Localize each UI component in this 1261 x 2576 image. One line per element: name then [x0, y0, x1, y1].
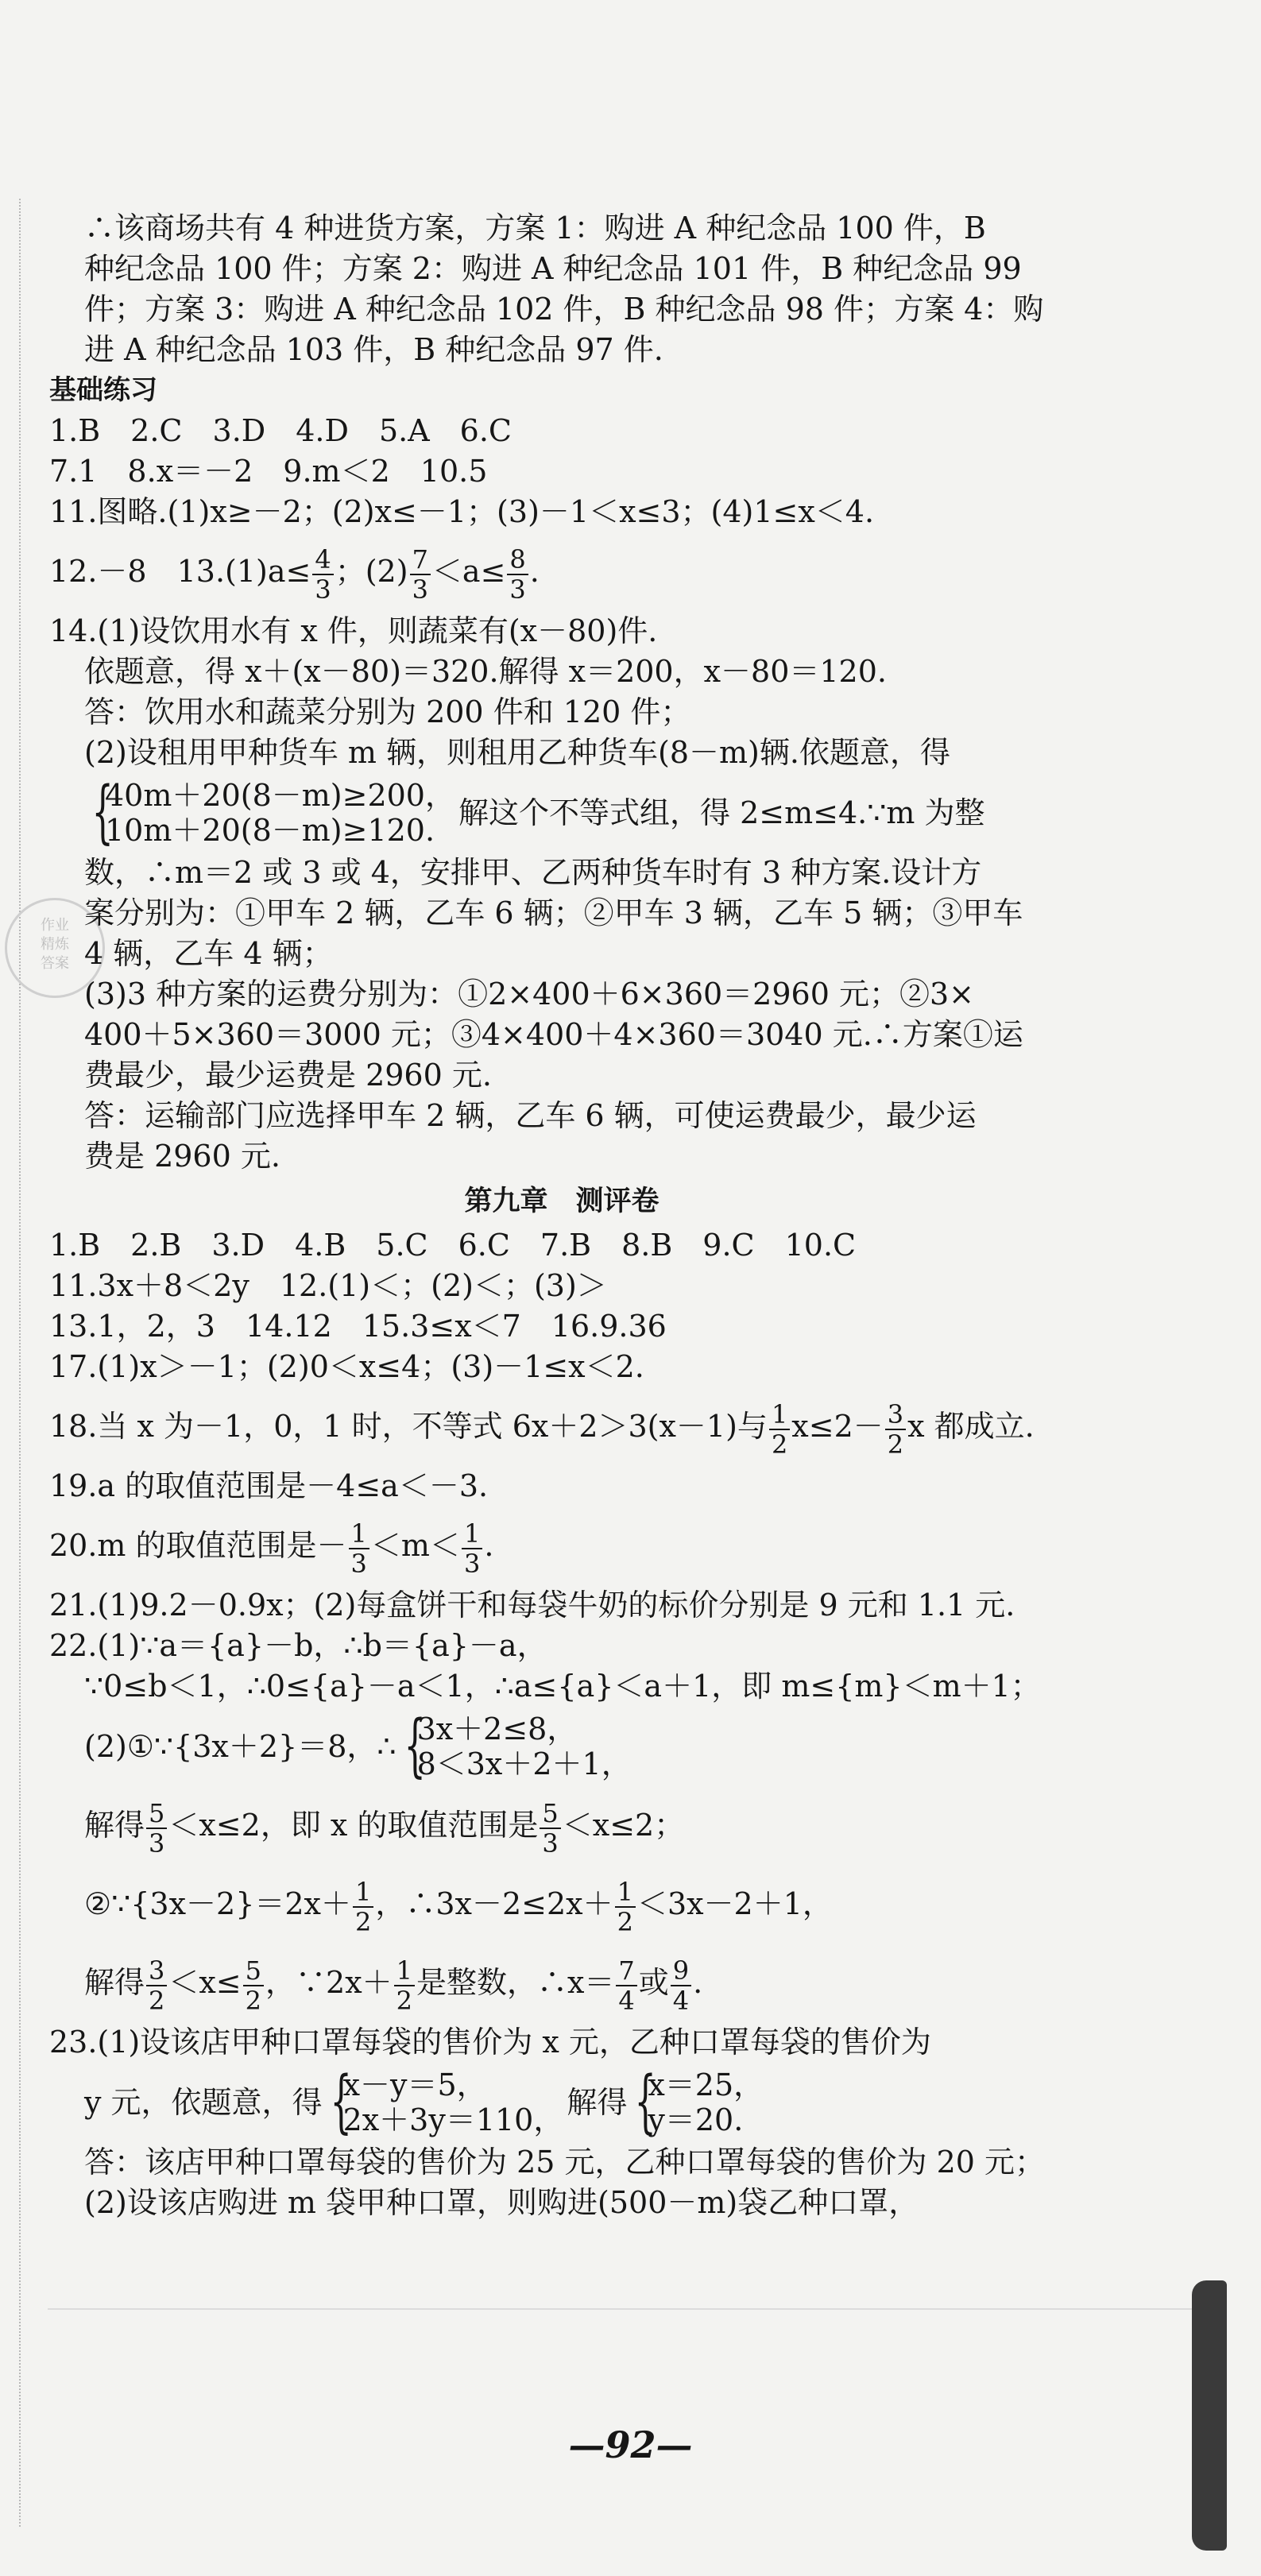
text-line: 依题意，得 x＋(x－80)＝320.解得 x＝200，x－80＝120.: [84, 654, 887, 689]
watermark-stamp: 作业 精炼 答案: [5, 898, 105, 998]
text-line: ∴该商场共有 4 种进货方案，方案 1：购进 A 种纪念品 100 件，B: [84, 211, 986, 246]
text-line: 17.(1)x＞－1；(2)0＜x≤4；(3)－1≤x＜2.: [49, 1349, 644, 1384]
chapter-title: 第九章 测评卷: [464, 1186, 660, 1217]
text-line: 1.B 2.B 3.D 4.B 5.C 6.C 7.B 8.B 9.C 10.C: [49, 1228, 857, 1263]
page-corner-shadow: [1192, 2280, 1227, 2551]
text-line: 1.B 2.C 3.D 4.D 5.A 6.C: [49, 413, 512, 448]
inequality-system: { 3x＋2≤8， 8＜3x＋2＋1，: [404, 1706, 632, 1785]
text-line: 数，∴m＝2 或 3 或 4，安排甲、乙两种货车时有 3 种方案.设计方: [84, 855, 982, 890]
text-line: 答：饮用水和蔬菜分别为 200 件和 120 件；: [84, 694, 691, 729]
inequality-system: { 40m＋20(8－m)≥200， 10m＋20(8－m)≥120.: [91, 772, 455, 852]
text-line: 7.1 8.x＝－2 9.m＜2 10.5: [49, 454, 488, 489]
divider: [48, 2308, 1200, 2310]
text-line: 答：该店甲种口罩每袋的售价为 25 元，乙种口罩每袋的售价为 20 元；: [84, 2145, 1046, 2180]
text-line: (2)设租用甲种货车 m 辆，则租用乙种货车(8－m)辆.依题意，得: [84, 735, 950, 770]
binding-edge: [19, 199, 22, 2527]
solution-system: { x＝25， y＝20.: [634, 2062, 764, 2141]
text-line: 种纪念品 100 件；方案 2：购进 A 种纪念品 101 件，B 种纪念品 99: [84, 251, 1022, 286]
text-line: 费最少，最少运费是 2960 元.: [84, 1058, 492, 1093]
text-line: 进 A 种纪念品 103 件，B 种纪念品 97 件.: [84, 332, 663, 367]
text-line: 19.a 的取值范围是－4≤a＜－3.: [49, 1468, 489, 1503]
text-line: ∵0≤b＜1，∴0≤{a}－a＜1，∴a≤{a}＜a＋1，即 m≤{m}＜m＋1；: [84, 1669, 1041, 1704]
text-line: 21.(1)9.2－0.9x；(2)每盒饼干和每袋牛奶的标价分别是 9 元和 1.1 元.: [49, 1588, 1015, 1623]
text-line: 案分别为：①甲车 2 辆，乙车 6 辆；②甲车 3 辆，乙车 5 辆；③甲车: [84, 895, 1023, 930]
equation-system-line: y 元，依题意，得 { x－y＝5， 2x＋3y＝110， 解得 { x＝25， y＝20.: [84, 2062, 764, 2141]
inequality-system-line: (2)①∵{3x＋2}＝8，∴ { 3x＋2≤8， 8＜3x＋2＋1，: [84, 1706, 632, 1785]
text-line-fractions: 12.－8 13.(1)a≤ $\frac{4}{3}$ ；(2) $\frac{7}{3}$ ＜a≤ $\frac{8}{3}$ .: [49, 543, 540, 605]
text-line-fractions: 18.当 x 为－1，0，1 时，不等式 6x＋2＞3(x－1)与 $\frac{1}{2}$ x≤2－ $\frac{3}{2}$ x 都成立.: [49, 1398, 1035, 1460]
text-line: 11.图略.(1)x≥－2；(2)x≤－1；(3)－1＜x≤3；(4)1≤x＜4.: [49, 494, 875, 529]
text-line-fractions: ②∵{3x－2}＝2x＋ $\frac{1}{2}$ ，∴3x－2≤2x＋ $\frac{1}{2}$ ＜3x－2＋1，: [84, 1876, 833, 1937]
answer-text: [49, 208, 1074, 2223]
text-line: 件；方案 3：购进 A 种纪念品 102 件，B 种纪念品 98 件；方案 4：购: [84, 292, 1044, 327]
fraction: $\frac{7}{3}$: [410, 545, 431, 604]
text-line: 400＋5×360＝3000 元；③4×400＋4×360＝3040 元.∴方案①运: [84, 1017, 1023, 1052]
page-number: —92—: [568, 2423, 693, 2466]
inequality-system-line: { 40m＋20(8－m)≥200， 10m＋20(8－m)≥120. 解这个不等式组，得 2≤m≤4.∵m 为整: [49, 773, 1074, 853]
text-line: (2)设该店购进 m 袋甲种口罩，则购进(500－m)袋乙种口罩，: [84, 2185, 919, 2220]
text-line-fractions: 20.m 的取值范围是－ $\frac{1}{3}$ ＜m＜ $\frac{1}{3}$ .: [49, 1518, 494, 1579]
text-line-fractions: 解得 $\frac{5}{3}$ ＜x≤2，即 x 的取值范围是 $\frac{5}{3}$ ＜x≤2；: [84, 1797, 685, 1859]
text-line: 13.1，2，3 14.12 15.3≤x＜7 16.9.36: [49, 1309, 667, 1344]
text-line: 4 辆，乙车 4 辆；: [84, 936, 333, 971]
text-line: 14.(1)设饮用水有 x 件，则蔬菜有(x－80)件.: [49, 613, 658, 648]
section-heading: 基础练习: [49, 374, 157, 406]
text-line: 22.(1)∵a＝{a}－b，∴b＝{a}－a，: [49, 1628, 547, 1663]
text-line-fractions: 解得 $\frac{3}{2}$ ＜x≤ $\frac{5}{2}$ ，∵2x＋ $\frac{1}{2}$ 是整数，∴x＝ $\frac{7}{4}$ 或 $\frac{9}{4}$ .: [84, 1955, 703, 2016]
text-line: 23.(1)设该店甲种口罩每袋的售价为 x 元，乙种口罩每袋的售价为: [49, 2025, 931, 2060]
text-line: 答：运输部门应选择甲车 2 辆，乙车 6 辆，可使运费最少，最少运: [84, 1098, 977, 1133]
equation-system: { x－y＝5， 2x＋3y＝110，: [330, 2062, 564, 2141]
fraction: $\frac{8}{3}$: [507, 545, 528, 604]
fraction: $\frac{4}{3}$: [312, 545, 333, 604]
text-line: (3)3 种方案的运费分别为：①2×400＋6×360＝2960 元；②3×: [84, 977, 974, 1011]
text-line: 11.3x＋8＜2y 12.(1)＜；(2)＜；(3)＞: [49, 1268, 607, 1303]
text-line: 费是 2960 元.: [84, 1139, 280, 1174]
